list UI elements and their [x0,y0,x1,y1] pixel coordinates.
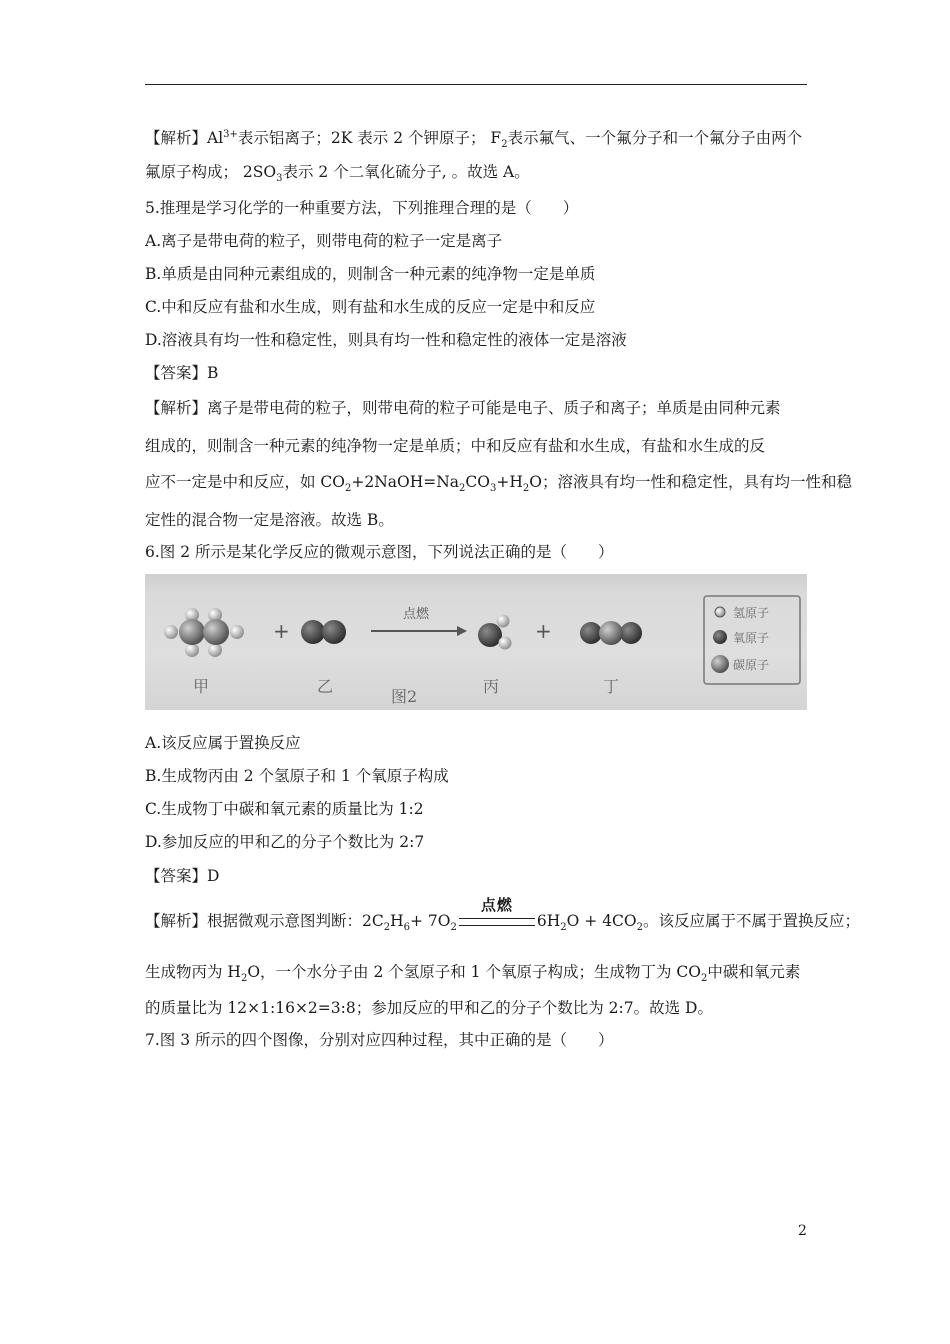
ethane-molecule [164,608,244,657]
legend-hydrogen: 氢原子 [733,606,770,620]
water-molecule [478,615,512,650]
q5-answer: 【答案】B [145,364,219,382]
q6-option-d: D.参加反应的甲和乙的分子个数比为 2:7 [145,833,425,851]
legend-carbon: 碳原子 [733,658,770,672]
header-rule [145,84,807,85]
q5-analysis-line2: 组成的，则制含一种元素的纯净物一定是单质；中和反应有盐和水生成，有盐和水生成的反 [145,437,766,455]
q4-analysis-line1: 【解析】$Al^{3+}$表示铝离子；2K 表示 2 个钾原子； $F_2$表示氟气、一个氟分子和一个氟分子由两个 [145,128,803,151]
label-yi: 乙 [317,677,334,696]
q6-analysis-line1: 【解析】根据微观示意图判断：$2C_2H_6+ 7O_2$ 点燃 $6H_2O + 4CO_2$。该反应属于不属于置换反应； [145,896,861,934]
page-number: 2 [798,1223,807,1239]
q5-option-d: D.溶液具有均一性和稳定性，则具有均一性和稳定性的液体一定是溶液 [145,331,627,349]
reaction-diagram [145,574,807,710]
carbon-dioxide-molecule [580,621,642,645]
q4-analysis-line2: 氟原子构成； $2SO_3$表示 2 个二氧化硫分子, 。故选 A。 [145,163,530,185]
q5-option-a: A.离子是带电荷的粒子，则带电荷的粒子一定是离子 [145,232,503,250]
atom-legend [704,596,800,684]
plus-sign-2: + [535,619,552,643]
label-ding: 丁 [603,677,620,696]
label-jia: 甲 [193,677,210,696]
legend-oxygen: 氧原子 [733,631,770,645]
reaction-condition: 点燃 [457,911,537,931]
plus-sign-1: + [273,619,290,643]
q5-analysis-line1: 【解析】离子是带电荷的粒子，则带电荷的粒子可能是电子、质子和离子；单质是由同种元素 [145,399,781,417]
arrow-condition: 点燃 [403,607,430,622]
q5-option-c: C.中和反应有盐和水生成，则有盐和水生成的反应一定是中和反应 [145,298,596,316]
reaction-svg [145,574,807,710]
reaction-arrow-icon [371,626,467,636]
figure-caption: 图2 [391,687,418,706]
q5-analysis-line4: 定性的混合物一定是溶液。故选 B。 [145,511,394,529]
q6-analysis-line2: 生成物丙为 $H_2O$，一个水分子由 2 个氢原子和 1 个氧原子构成；生成物丁为 $CO_2$中碳和氧元素 [145,963,801,985]
q5-stem: 5.推理是学习化学的一种重要方法，下列推理合理的是（ ） [145,199,579,217]
oxygen-molecule [301,620,346,644]
q7-stem: 7.图 3 所示的四个图像，分别对应四种过程，其中正确的是（ ） [145,1031,614,1049]
q6-option-a: A.该反应属于置换反应 [145,734,301,752]
q6-option-c: C.生成物丁中碳和氧元素的质量比为 1:2 [145,800,424,818]
q6-answer: 【答案】D [145,867,220,885]
q6-option-b: B.生成物丙由 2 个氢原子和 1 个氧原子构成 [145,767,449,785]
q6-stem: 6.图 2 所示是某化学反应的微观示意图，下列说法正确的是（ ） [145,543,614,561]
q5-option-b: B.单质是由同种元素组成的，则制含一种元素的纯净物一定是单质 [145,265,596,283]
label-bing: 丙 [483,677,500,696]
q6-analysis-line3: 的质量比为 12×1:16×2=3:8；参加反应的甲和乙的分子个数比为 2:7。故选 D。 [145,999,713,1017]
q5-analysis-line3: 应不一定是中和反应，如 $CO_2+2NaOH=Na_2CO_3+H_2O$；溶液具有均一性和稳定性，具有均一性和稳 [145,473,852,495]
